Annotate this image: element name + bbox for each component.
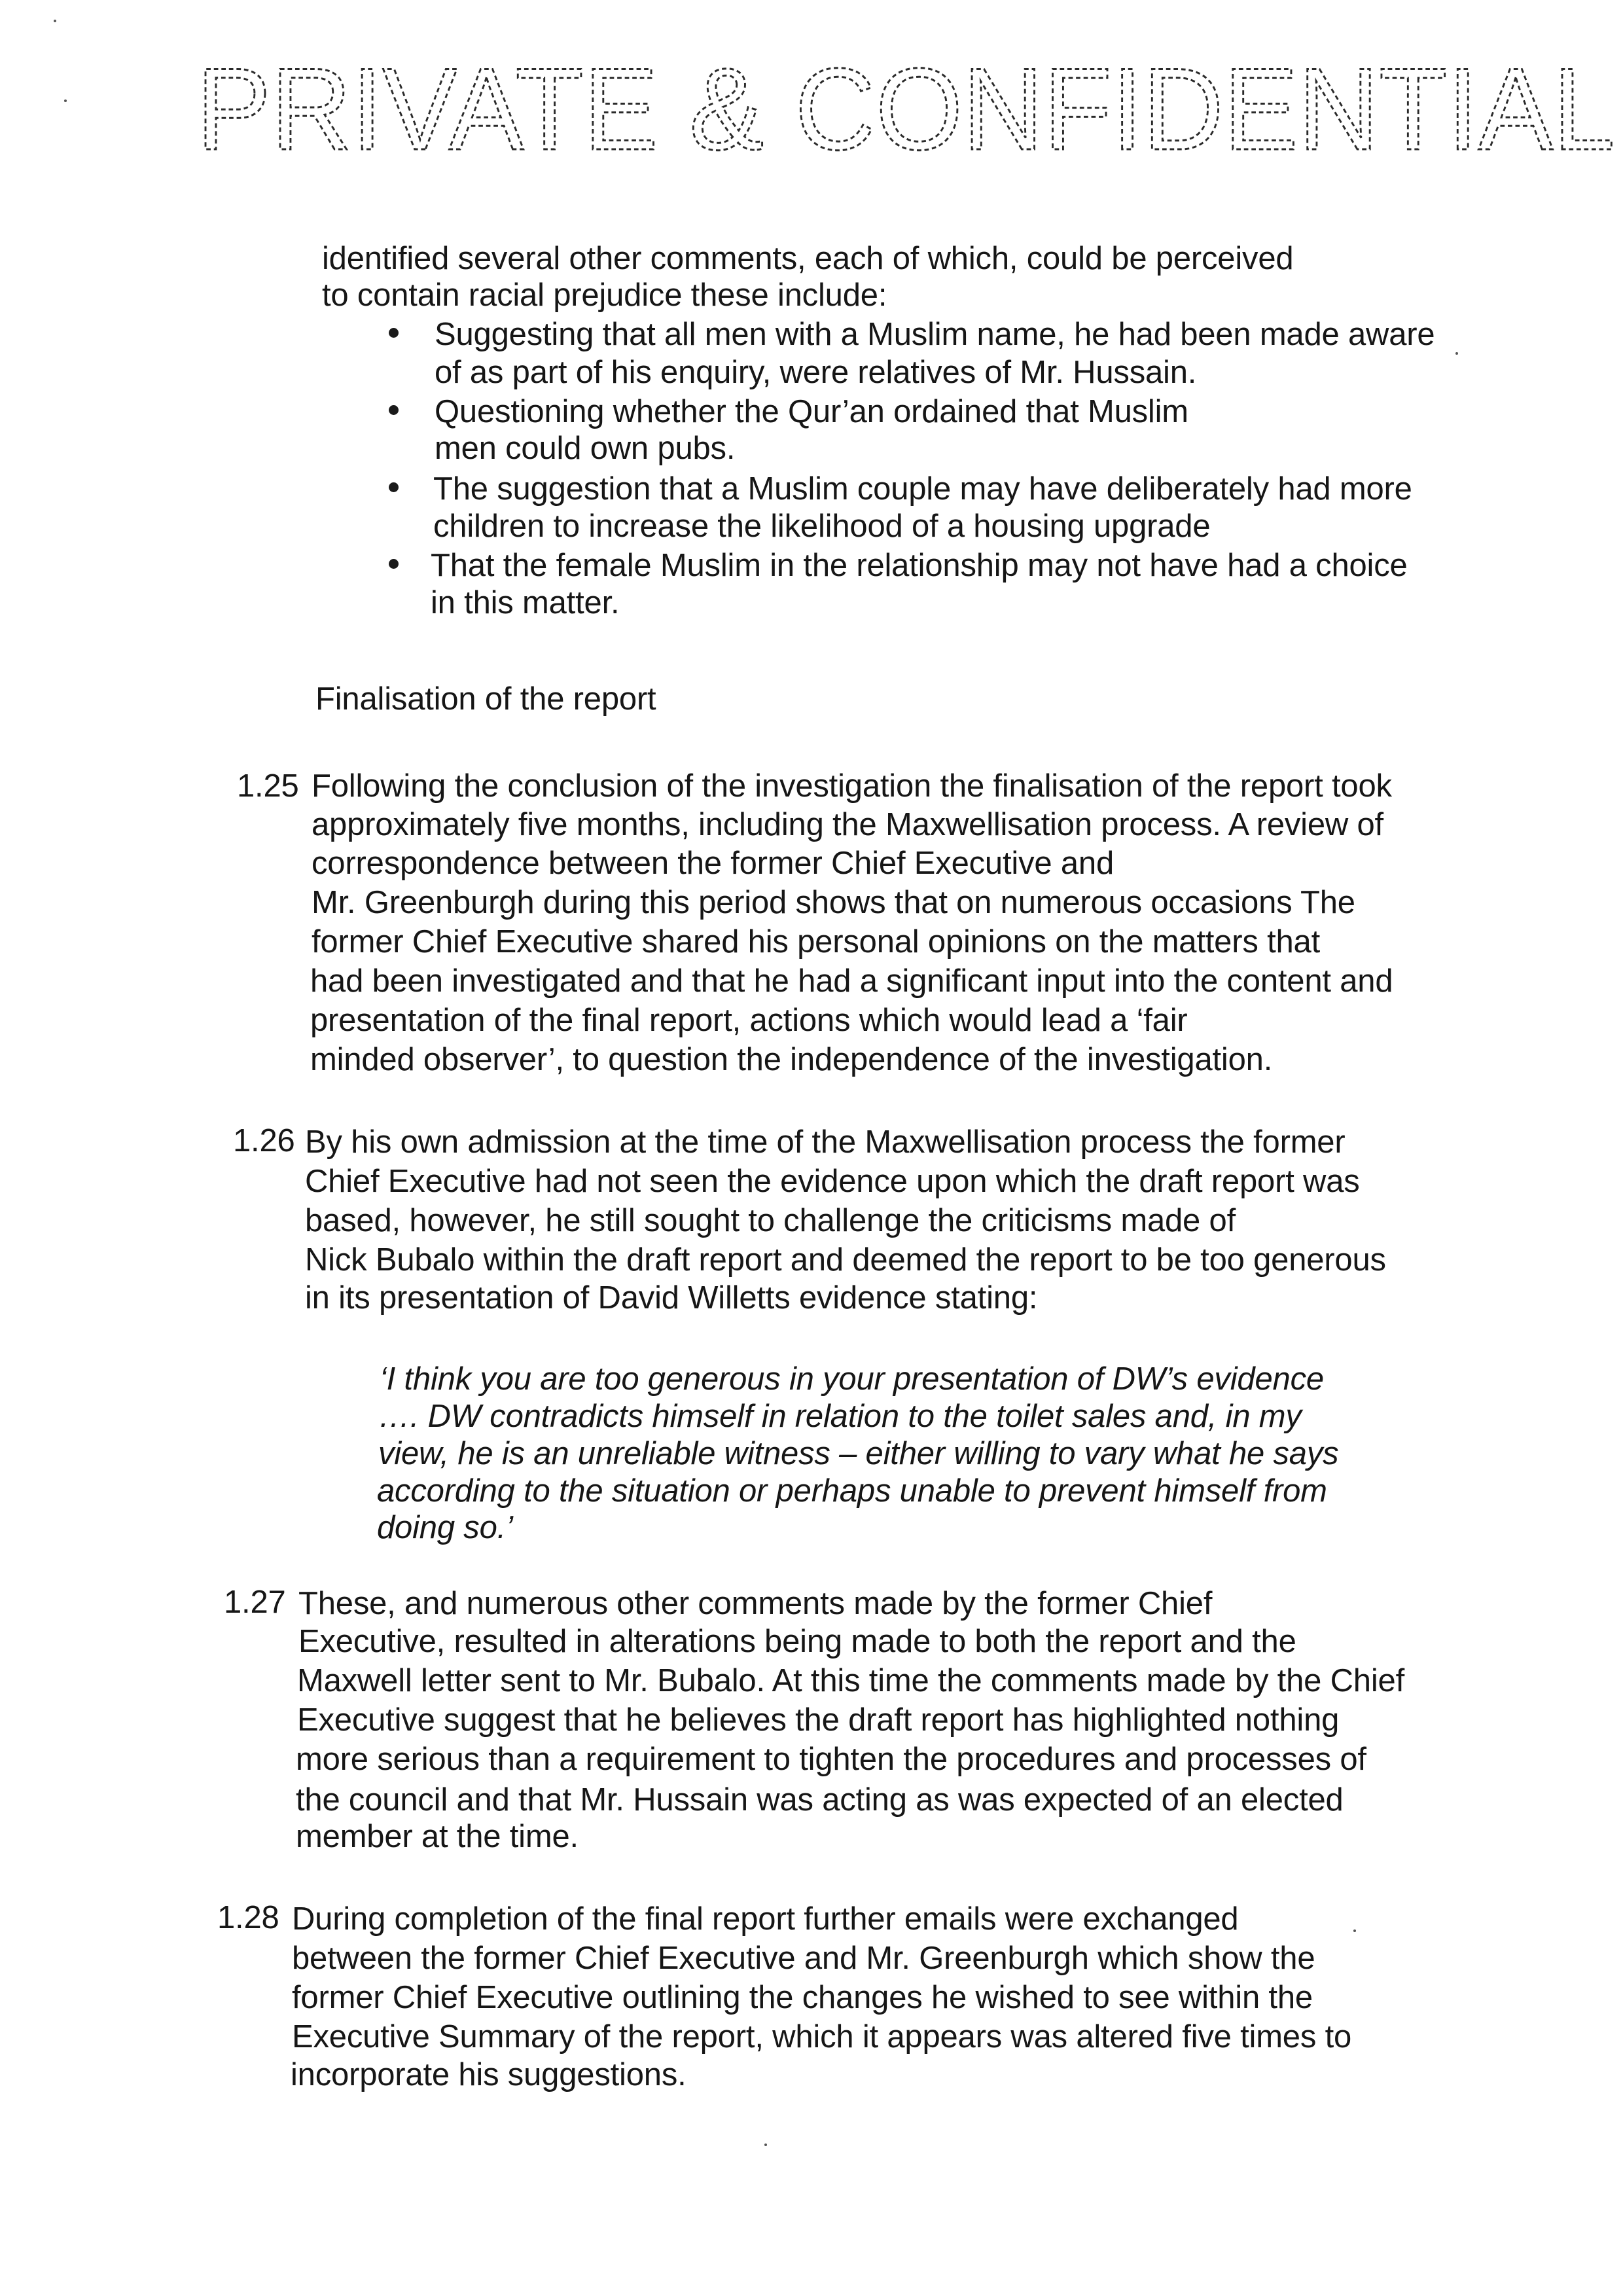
- paragraph-line: During completion of the final report further emails were exchanged: [292, 1901, 1239, 1937]
- paragraph-line: These, and numerous other comments made by the former Chief: [298, 1586, 1213, 1621]
- bullet-line: men could own pubs.: [435, 431, 736, 466]
- quote-line: view, he is an unreliable witness – either willing to vary what he says: [378, 1436, 1339, 1471]
- paragraph-number: 1.28: [217, 1900, 279, 1935]
- scan-speck: [1353, 1929, 1356, 1932]
- bullet-line: of as part of his enquiry, were relatives of Mr. Hussain.: [435, 355, 1197, 390]
- confidential-stamp: [196, 46, 1616, 170]
- paragraph-number: 1.26: [233, 1123, 295, 1158]
- paragraph-line: presentation of the final report, actions which would lead a ‘fair: [310, 1003, 1188, 1038]
- bullet-line: Questioning whether the Qur’an ordained that Muslim: [435, 394, 1188, 429]
- bullet-point-icon: [389, 405, 399, 415]
- paragraph-line: in its presentation of David Willetts evidence stating:: [305, 1280, 1038, 1316]
- quote-line: ‘I think you are too generous in your presentation of DW’s evidence: [380, 1361, 1324, 1397]
- paragraph-line: Following the conclusion of the investigation the finalisation of the report took: [312, 768, 1392, 804]
- scan-speck: [764, 2144, 767, 2146]
- quote-line: according to the situation or perhaps unable to prevent himself from: [377, 1473, 1327, 1509]
- paragraph-line: incorporate his suggestions.: [291, 2057, 687, 2092]
- paragraph-line: By his own admission at the time of the Maxwellisation process the former: [305, 1124, 1346, 1160]
- intro-line: identified several other comments, each of which, could be perceived: [322, 241, 1294, 276]
- scan-speck: [1455, 352, 1458, 355]
- scan-speck: [54, 20, 56, 22]
- bullet-line: That the female Muslim in the relationship may not have had a choice: [431, 548, 1408, 583]
- paragraph-line: minded observer’, to question the independence of the investigation.: [310, 1042, 1273, 1077]
- paragraph-line: between the former Chief Executive and Mr. Greenburgh which show the: [292, 1941, 1315, 1976]
- paragraph-line: the council and that Mr. Hussain was acting as was expected of an elected: [296, 1782, 1344, 1818]
- paragraph-line: Chief Executive had not seen the evidence upon which the draft report was: [305, 1164, 1360, 1199]
- paragraph-line: more serious than a requirement to tighten the procedures and processes of: [296, 1742, 1366, 1777]
- section-heading: Finalisation of the report: [315, 681, 656, 717]
- bullet-point-icon: [389, 328, 399, 338]
- intro-line: to contain racial prejudice these include:: [322, 278, 887, 313]
- paragraph-line: member at the time.: [296, 1819, 579, 1854]
- paragraph-number: 1.25: [237, 768, 299, 804]
- bullet-point-icon: [389, 482, 399, 492]
- paragraph-line: Executive Summary of the report, which it appears was altered five times to: [292, 2019, 1352, 2054]
- bullet-line: children to increase the likelihood of a housing upgrade: [433, 509, 1211, 544]
- quote-line: …. DW contradicts himself in relation to the toilet sales and, in my: [378, 1399, 1302, 1434]
- paragraph-line: Mr. Greenburgh during this period shows that on numerous occasions The: [312, 885, 1355, 920]
- paragraph-line: approximately five months, including the Maxwellisation process. A review of: [312, 807, 1383, 842]
- quote-line: doing so.’: [377, 1510, 513, 1545]
- paragraph-line: Maxwell letter sent to Mr. Bubalo. At this time the comments made by the Chief: [297, 1663, 1404, 1698]
- scan-speck: [64, 99, 67, 102]
- paragraph-line: Nick Bubalo within the draft report and deemed the report to be too generous: [305, 1242, 1386, 1278]
- paragraph-line: Executive suggest that he believes the draft report has highlighted nothing: [297, 1702, 1340, 1738]
- paragraph-number: 1.27: [224, 1585, 286, 1620]
- stamp-text: PRIVATE & CONFIDENTIAL: [196, 46, 1615, 170]
- bullet-line: in this matter.: [431, 585, 620, 620]
- paragraph-line: former Chief Executive shared his personal opinions on the matters that: [312, 924, 1320, 960]
- paragraph-line: Executive, resulted in alterations being made to both the report and the: [298, 1624, 1296, 1659]
- paragraph-line: had been investigated and that he had a significant input into the content and: [310, 963, 1393, 999]
- paragraph-line: based, however, he still sought to challenge the criticisms made of: [305, 1203, 1236, 1238]
- bullet-point-icon: [389, 559, 399, 569]
- paragraph-line: former Chief Executive outlining the changes he wished to see within the: [292, 1980, 1313, 2015]
- bullet-line: The suggestion that a Muslim couple may have deliberately had more: [433, 471, 1412, 507]
- paragraph-line: correspondence between the former Chief Executive and: [312, 846, 1115, 881]
- bullet-line: Suggesting that all men with a Muslim name, he had been made aware: [435, 317, 1435, 352]
